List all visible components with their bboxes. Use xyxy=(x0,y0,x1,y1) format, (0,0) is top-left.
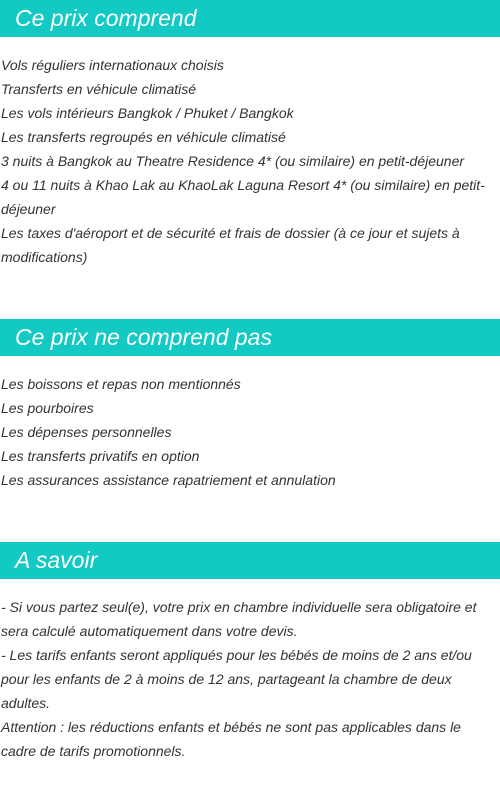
list-item: Les taxes d'aéroport et de sécurité et frais de dossier (à ce jour et sujets à modifications) xyxy=(1,225,460,265)
section-body-info xyxy=(1,595,499,763)
list-item: Les transferts regroupés en véhicule climatisé xyxy=(1,129,286,145)
section-header-info xyxy=(0,542,500,579)
list-item: Les dépenses personnelles xyxy=(1,424,172,440)
list-item: Vols réguliers internationaux choisis xyxy=(1,57,224,73)
section-title-includes: Ce prix comprend xyxy=(15,5,197,31)
list-item: 4 ou 11 nuits à Khao Lak au KhaoLak Laguna Resort 4* (ou similaire) en petit-déjeuner xyxy=(1,177,485,217)
section-header-includes xyxy=(0,0,500,37)
list-item: Les boissons et repas non mentionnés xyxy=(1,376,241,392)
section-body-includes xyxy=(1,53,499,269)
list-item: Les assurances assistance rapatriement et annulation xyxy=(1,472,336,488)
info-paragraph: - Si vous partez seul(e), votre prix en chambre individuelle sera obligatoire et sera calculé automatiquement dans votre devis. xyxy=(1,599,477,639)
section-header-excludes xyxy=(0,319,500,356)
info-paragraph: - Les tarifs enfants seront appliqués pour les bébés de moins de 2 ans et/ou pour les enfants de 2 à moins de 12 ans, partageant la chambre de deux adultes. xyxy=(1,647,472,711)
list-item: Les transferts privatifs en option xyxy=(1,448,200,464)
section-title-excludes: Ce prix ne comprend pas xyxy=(15,324,272,350)
info-paragraph: Attention : les réductions enfants et bébés ne sont pas applicables dans le cadre de tarifs promotionnels. xyxy=(1,719,461,759)
list-item: Transferts en véhicule climatisé xyxy=(1,81,197,97)
list-item: Les vols intérieurs Bangkok / Phuket / Bangkok xyxy=(1,105,294,121)
list-item: 3 nuits à Bangkok au Theatre Residence 4* (ou similaire) en petit-déjeuner xyxy=(1,153,465,169)
section-title-info: A savoir xyxy=(15,547,98,573)
section-body-excludes xyxy=(1,372,499,492)
list-item: Les pourboires xyxy=(1,400,94,416)
